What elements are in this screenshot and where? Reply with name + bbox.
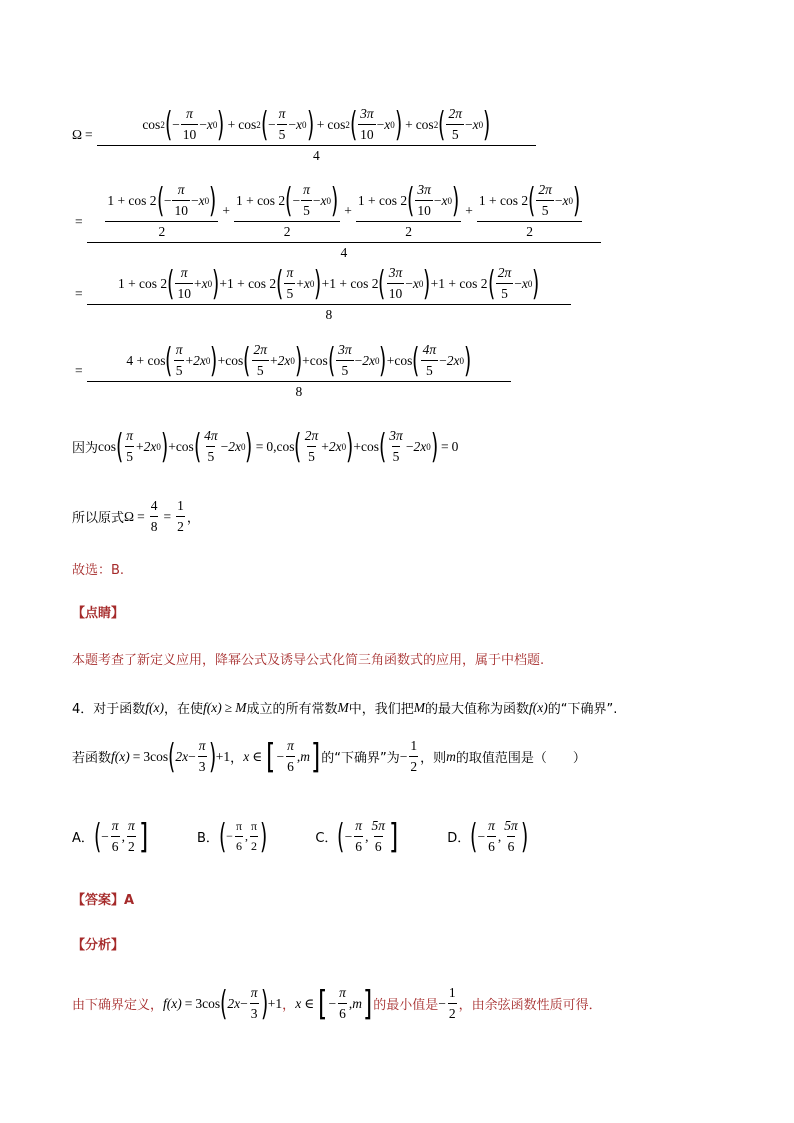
dianjing-body: 本题考查了新定义应用，降幂公式及诱导公式化简三角函数式的应用，属于中档题. [72,653,545,668]
step-two-line [72,182,602,261]
option-a[interactable]: A． ( − $\frac{\pi}{6}$ , $\frac{\pi}{2}$ ] [72,816,148,857]
option-d[interactable]: D． ( − $\frac{\pi}{6}$ , $\frac{5\pi}{6}$ ) [447,816,529,857]
question-4-line-1: 4．对于函数 f(x) ，在使 f(x) ≥ M 成立的所有常数 M 中，我们把 M 的最大值称为函数 f(x) 的“下确界”. [72,699,618,717]
because-line: 因为 cos ( $\frac{\pi}{5}$ + 2x 0 ) + cos ( $\frac{4\pi}{5}$ − 2x 0 ) = 0 , cos ( $\frac{2\pi}{5}$ + 2x 0 ) + cos ( $\frac{3\pi}{5}$ − 2x 0 ) = 0 [72,426,459,467]
equals-sign: = [75,363,83,378]
omega-numerator: cos 2 ( − $\frac{\pi}{10}$ − x 0 ) + cos 2 ( − $\frac{\pi}{5}$ − x 0 ) + cos 2 ( $\frac{3\pi}{10}$ − x 0 ) + cos 2 ( $\frac{2\pi}{5}$ − x 0 ) [142,104,491,145]
analysis-body: 由下确界定义， f(x) = 3cos ( 2x − $\frac{\pi}{3}$ ) +1 ， x ∈ [ − $\frac{\pi}{6}$ , m ] 的最小值是 − $\frac{1}{2}$ ，由余弦函数性质可得． [72,983,602,1024]
equals-sign: = [75,213,83,229]
step-three-fraction: 1 + cos 2 ( $\frac{\pi}{10}$ + x 0 ) + 1 + cos 2 ( $\frac{\pi}{5}$ + x 0 ) + 1 + cos 2 ( $\frac{3\pi}{10}$ − x 0 ) + 1 + cos 2 ( $\frac{2\pi}{5}$ − x 0 ) 8 [88,265,570,323]
step-two-fraction: 1 + cos 2 ( − $\frac{\pi}{10}$ − x 0 ) 2 + 1 + cos 2 ( − $\frac{\pi}{5}$ − x 0 ) 2 + 1 + cos 2 ( $\frac{3\pi}{10}$ − x 0 ) 2 + 1 + cos 2 ( $\frac{2\pi}{5}$ − x 0 ) 2 4 [88,182,600,261]
option-c[interactable]: C． ( − $\frac{\pi}{6}$ , $\frac{5\pi}{6}$ ] [315,816,399,857]
omega-denominator: 4 [97,145,536,164]
conclusion-text: 故选：B. [72,563,125,578]
omega-symbol: Ω [72,127,83,142]
analysis-heading: 【分析】 [72,938,125,953]
dianjing-heading: 【点睛】 [72,606,125,621]
step-three-line [72,265,572,323]
answer-heading: 【答案】A [72,893,135,908]
so-label: 所以原式 [72,511,125,526]
equals-sign: = [85,127,93,142]
step-four-fraction: 4 + cos ( $\frac{\pi}{5}$ + 2x 0 ) + cos ( $\frac{2\pi}{5}$ + 2x 0 ) + cos ( $\frac{3\pi}{5}$ − 2x 0 ) + cos ( $\frac{4\pi}{5}$ − 2x 0 ) 8 [88,342,510,400]
question-4-line-2: 若函数 f(x) = 3cos ( 2x − $\frac{\pi}{3}$ ) +1 ， x ∈ [ − $\frac{\pi}{6}$ , m ] 的“下确界”为 − $\frac{1}{2}$ ，则 m 的取值范围是（ ） [72,736,586,777]
so-line: 所以原式 Ω = $\frac{4}{8}$ = $\frac{1}{2}$ ， [72,498,200,534]
because-label: 因为 [72,441,99,456]
equals-sign: = [75,286,83,301]
answer-options [72,818,576,855]
step-four-line [72,342,512,400]
option-b[interactable]: B． ( − $\frac{\pi}{6}$ , $\frac{\pi}{2}$ ) [196,816,268,857]
omega-fraction [98,106,535,164]
omega-equation-line [72,106,537,164]
